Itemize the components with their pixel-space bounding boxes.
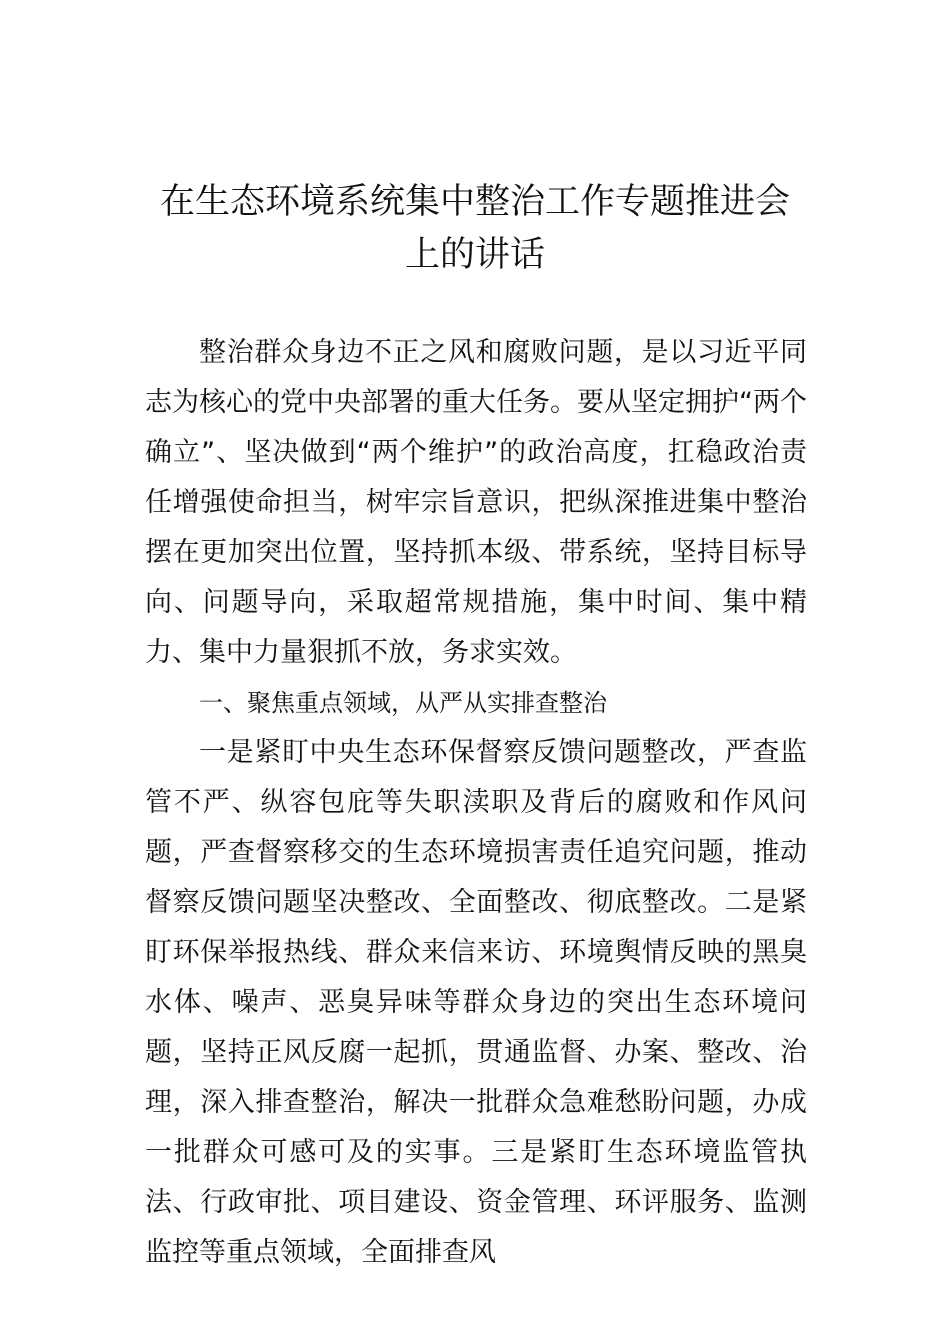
document-body <box>145 328 807 1278</box>
section-heading: 一、聚焦重点领域，从严从实排查整治 <box>199 689 607 717</box>
paragraph-intro: 整治群众身边不正之风和腐败问题，是以习近平同志为核心的党中央部署的重大任务。要从坚定拥护“两个确立”、坚决做到“两个维护”的政治高度，扛稳政治责任增强使命担当，树牢宗旨意识，把纵深推进集中整治摆在更加突出位置，坚持抓本级、带系统，坚持目标导向、问题导向，采取超常规措施，集中时间、集中精力、集中力量狠抓不放，务求实效。 <box>145 337 807 668</box>
document-title: 在生态环境系统集中整治工作专题推进会上的讲话 <box>159 182 790 275</box>
paragraph-section-one: 一是紧盯中央生态环保督察反馈问题整改，严查监管不严、纵容包庇等失职渎职及背后的腐败和作风问题，严查督察移交的生态环境损害责任追究问题，推动督察反馈问题坚决整改、全面整改、彻底整改。二是紧盯环保举报热线、群众来信来访、环境舆情反映的黑臭水体、噪声、恶臭异味等群众身边的突出生态环境问题，坚持正风反腐一起抓，贯通监督、办案、整改、治理，深入排查整治，解决一批群众急难愁盼问题，办成一批群众可感可及的实事。三是紧盯生态环境监管执法、行政审批、项目建设、资金管理、环评服务、监测监控等重点领域，全面排查风 <box>145 737 807 1268</box>
